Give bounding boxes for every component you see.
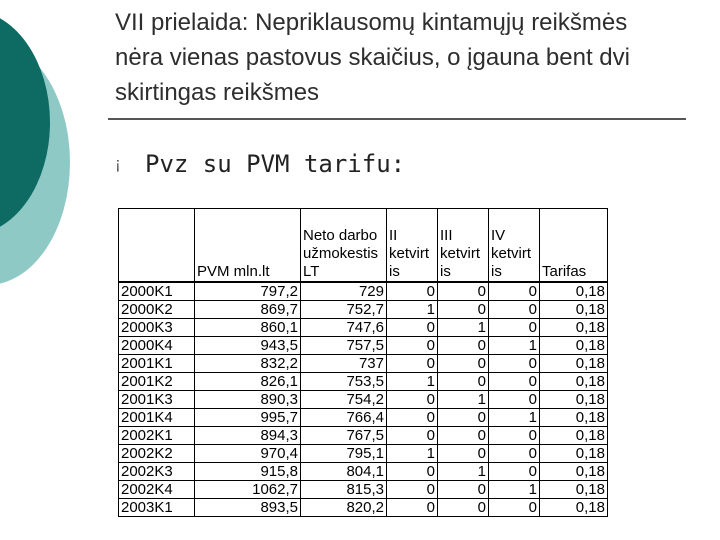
- cell-net-wage: 753,5: [301, 373, 387, 391]
- cell-q2: 0: [387, 463, 438, 481]
- table-row: [119, 391, 608, 409]
- header-q3: III ketvirt is: [438, 209, 489, 283]
- cell-period: 2000K4: [119, 337, 195, 355]
- cell-rate: 0,18: [540, 301, 608, 319]
- header-q2: II ketvirt is: [387, 209, 438, 283]
- cell-q2: 0: [387, 409, 438, 427]
- cell-rate: 0,18: [540, 445, 608, 463]
- cell-pvm: 1062,7: [195, 481, 301, 499]
- cell-rate: 0,18: [540, 337, 608, 355]
- cell-net-wage: 754,2: [301, 391, 387, 409]
- cell-q4: 0: [489, 427, 540, 445]
- cell-q3: 1: [438, 319, 489, 337]
- cell-rate: 0,18: [540, 391, 608, 409]
- cell-q4: 0: [489, 373, 540, 391]
- cell-q4: 0: [489, 499, 540, 517]
- cell-period: 2001K2: [119, 373, 195, 391]
- cell-period: 2002K2: [119, 445, 195, 463]
- cell-q3: 0: [438, 481, 489, 499]
- cell-q2: 0: [387, 427, 438, 445]
- cell-period: 2002K4: [119, 481, 195, 499]
- cell-period: 2000K2: [119, 301, 195, 319]
- cell-q4: 0: [489, 463, 540, 481]
- cell-period: 2000K1: [119, 282, 195, 301]
- cell-period: 2001K3: [119, 391, 195, 409]
- cell-rate: 0,18: [540, 355, 608, 373]
- table-row: [119, 337, 608, 355]
- cell-period: 2000K3: [119, 319, 195, 337]
- cell-q3: 0: [438, 282, 489, 301]
- header-rate: Tarifas: [540, 209, 608, 283]
- table-row: [119, 499, 608, 517]
- table-row: [119, 355, 608, 373]
- cell-q3: 0: [438, 445, 489, 463]
- bullet-item: [115, 150, 405, 178]
- bullet-icon: ¡: [115, 154, 121, 173]
- header-q4: IV ketvirt is: [489, 209, 540, 283]
- cell-net-wage: 767,5: [301, 427, 387, 445]
- cell-pvm: 943,5: [195, 337, 301, 355]
- cell-net-wage: 757,5: [301, 337, 387, 355]
- table-row: [119, 427, 608, 445]
- cell-rate: 0,18: [540, 282, 608, 301]
- cell-q2: 0: [387, 337, 438, 355]
- cell-pvm: 995,7: [195, 409, 301, 427]
- cell-net-wage: 737: [301, 355, 387, 373]
- header-net-wage: Neto darbo užmokestis LT: [301, 209, 387, 283]
- cell-q3: 0: [438, 301, 489, 319]
- header-period: [119, 209, 195, 283]
- cell-q3: 0: [438, 373, 489, 391]
- table-row: [119, 319, 608, 337]
- cell-q4: 0: [489, 301, 540, 319]
- cell-q2: 0: [387, 319, 438, 337]
- table-row: [119, 301, 608, 319]
- table-row: [119, 282, 608, 301]
- cell-pvm: 869,7: [195, 301, 301, 319]
- cell-q2: 0: [387, 391, 438, 409]
- cell-q4: 1: [489, 409, 540, 427]
- table-body: [119, 282, 608, 517]
- cell-q4: 1: [489, 337, 540, 355]
- cell-net-wage: 795,1: [301, 445, 387, 463]
- table-header-row: [119, 209, 608, 283]
- cell-net-wage: 804,1: [301, 463, 387, 481]
- cell-q3: 0: [438, 499, 489, 517]
- table-row: [119, 373, 608, 391]
- bullet-text: Pvz su PVM tarifu:: [145, 150, 406, 178]
- table-row: [119, 481, 608, 499]
- cell-period: 2001K4: [119, 409, 195, 427]
- cell-pvm: 797,2: [195, 282, 301, 301]
- cell-q2: 0: [387, 355, 438, 373]
- header-pvm: PVM mln.lt: [195, 209, 301, 283]
- cell-q2: 0: [387, 282, 438, 301]
- cell-rate: 0,18: [540, 463, 608, 481]
- cell-q2: 0: [387, 499, 438, 517]
- cell-rate: 0,18: [540, 499, 608, 517]
- cell-rate: 0,18: [540, 427, 608, 445]
- cell-net-wage: 766,4: [301, 409, 387, 427]
- cell-q4: 0: [489, 391, 540, 409]
- cell-pvm: 915,8: [195, 463, 301, 481]
- cell-q3: 1: [438, 391, 489, 409]
- cell-rate: 0,18: [540, 319, 608, 337]
- cell-q4: 0: [489, 319, 540, 337]
- slide-title: VII prielaida: Nepriklausomų kintamųjų reikšmės nėra vienas pastovus skaičius, o įgauna bent dvi skirtingas reikšmes: [115, 9, 630, 106]
- cell-period: 2003K1: [119, 499, 195, 517]
- cell-q2: 1: [387, 445, 438, 463]
- cell-q4: 0: [489, 355, 540, 373]
- cell-rate: 0,18: [540, 409, 608, 427]
- cell-pvm: 890,3: [195, 391, 301, 409]
- cell-q3: 0: [438, 337, 489, 355]
- cell-period: 2002K1: [119, 427, 195, 445]
- cell-q4: 1: [489, 481, 540, 499]
- cell-pvm: 860,1: [195, 319, 301, 337]
- cell-net-wage: 729: [301, 282, 387, 301]
- cell-pvm: 970,4: [195, 445, 301, 463]
- cell-q3: 0: [438, 427, 489, 445]
- cell-q3: 0: [438, 409, 489, 427]
- table-row: [119, 463, 608, 481]
- cell-q2: 1: [387, 301, 438, 319]
- cell-pvm: 894,3: [195, 427, 301, 445]
- cell-q3: 0: [438, 355, 489, 373]
- cell-net-wage: 820,2: [301, 499, 387, 517]
- cell-rate: 0,18: [540, 481, 608, 499]
- table-row: [119, 445, 608, 463]
- cell-q4: 0: [489, 445, 540, 463]
- cell-net-wage: 752,7: [301, 301, 387, 319]
- cell-q2: 0: [387, 481, 438, 499]
- cell-rate: 0,18: [540, 373, 608, 391]
- cell-pvm: 832,2: [195, 355, 301, 373]
- table-row: [119, 409, 608, 427]
- cell-q2: 1: [387, 373, 438, 391]
- cell-pvm: 826,1: [195, 373, 301, 391]
- title-divider: [108, 118, 686, 120]
- data-table: [118, 208, 608, 517]
- cell-q3: 1: [438, 463, 489, 481]
- cell-net-wage: 815,3: [301, 481, 387, 499]
- cell-net-wage: 747,6: [301, 319, 387, 337]
- cell-period: 2002K3: [119, 463, 195, 481]
- cell-period: 2001K1: [119, 355, 195, 373]
- cell-pvm: 893,5: [195, 499, 301, 517]
- cell-q4: 0: [489, 282, 540, 301]
